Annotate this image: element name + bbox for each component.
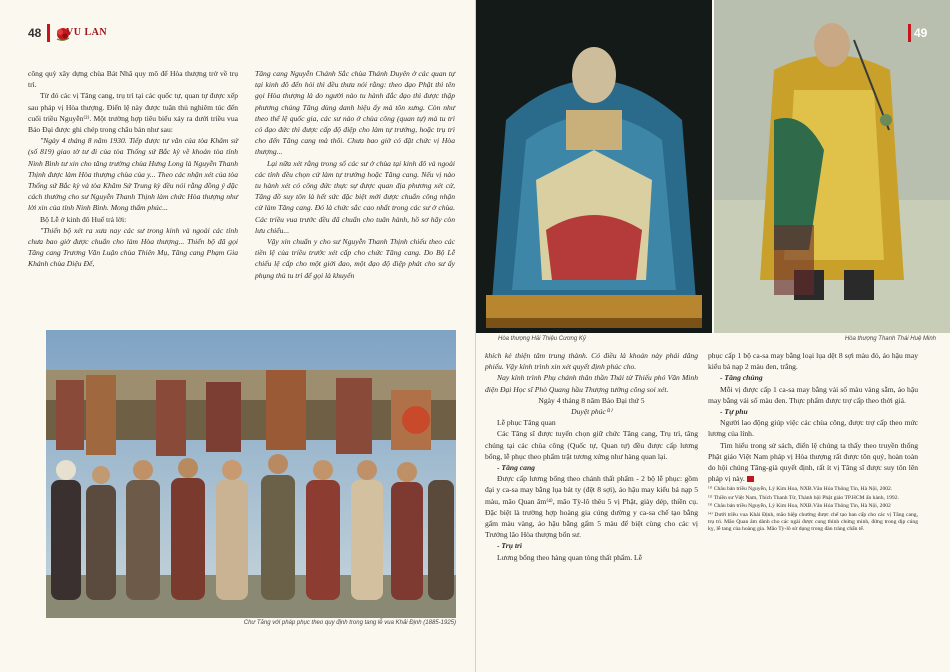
- paragraph: Người lao động giúp việc các chùa công, được trợ cấp theo mức lương của lính.: [708, 418, 918, 439]
- magazine-logo-text: VU LAN: [66, 27, 108, 38]
- portrait-1-image: [476, 0, 712, 333]
- subheading-tru-tri: - Trụ trì: [497, 541, 523, 551]
- subheading-tang-chung: - Tăng chúng: [720, 373, 763, 383]
- right-page: [475, 0, 950, 672]
- final-paragraph-text: Tìm hiểu trong sử sách, điển lệ chúng ta thấy theo truyền thống Phật giáo Việt Nam pháp vị Hòa thượng rất được tôn quý, hoàn toàn do hội chúng Tăng-già quyết định, rất ít vị Tăng sĩ được suy tôn lên pháp vị này.: [708, 440, 918, 484]
- footnote: ⁽²⁾ Thiền sư Việt Nam, Thích Thanh Từ, Thành hội Phật giáo TP.HCM ấn hành, 1992.: [708, 494, 899, 501]
- paragraph: Được cấp lương bổng theo chánh thất phẩm - 2 bộ lễ phục: gồm đại y ca-sa may bằng lụa bát ty (đệt 8 sợi), áo hậu may kiểu bá nạp 5 màu, mão Quan âm⁽⁴⁾, mão Tỳ-lô thêu 5 vị Phật, giày dép, thiền cụ. Đặc biệt là trường hợp hoàng gia cúng dường y ca-sa chế tạo bằng gấm màu vàng, áo hậu bằng gấm 5 màu để biệt cùng cho các vị Trưởng lão Hòa thượng bổn sư.: [485, 474, 698, 540]
- decree-date: Ngày 4 tháng 8 năm Bảo Đại thứ 5: [538, 395, 645, 405]
- paragraph: Từ đó các vị Tăng cang, trụ trì tại các quốc tự, quan tự được xếp sau pháp vị Hòa thượng. Điển lệ này được tuân thủ nghiêm túc đến cuối triều Nguyễn⁽²⁾. Một trường hợp tiêu biểu xảy ra dưới triều vua Bảo Đại được ghi chép trong châu bản như sau:: [28, 91, 238, 135]
- footnote: ⁽³⁾ Châu bản triều Nguyễn, Lý Kim Hoa, NXB.Văn Hóa Thông Tin, Hà Nội, 2002: [708, 503, 891, 510]
- group-photo-caption: Chư Tăng với pháp phục theo quy định trong tang lễ vua Khải Định (1885-1925): [243, 620, 456, 626]
- quote-paragraph: Vậy xin chuẩn y cho sư Nguyễn Thanh Thịnh chiếu theo các tiền lệ của triều trước xét cấp cho chức Tăng cang. Do Bộ Lễ chiếu lệ cấp cho một giới đao, một đạo độ điệp phát cho sư ấy phụng thủ tu trì để gọi là khuyến: [255, 237, 455, 280]
- text-column-1: [28, 68, 238, 270]
- page-accent-bar: [47, 24, 50, 42]
- portrait-2-caption: Hòa thượng Thanh Thái Huệ Minh: [844, 336, 936, 342]
- decree-approval: Duyệt phúc⁽³⁾: [571, 407, 612, 417]
- quote-paragraph: khích kẻ thiện tâm trung thành. Có điều là khoản này phải dâng phiếu. Vậy kính trình xin xét quyết định phúc cho.: [485, 351, 698, 372]
- monks-group-photo: [46, 330, 456, 618]
- quote-paragraph: Lại nữa xét rằng trong số các sư ở chùa tại kinh đô và ngoài các tỉnh đều chọn cử làm tự trưởng hoặc Tăng cang. Nếu vị nào tu hành xét có công đức thực sự được quan địa phương xét cử, Tăng đồ suy tôn là hết sức đặc biệt mới được chuẩn công nhận cử làm Tăng cang. Đó là chức sắc cao nhất trong các sư ở chùa. Các triều vua trước đều đã chuẩn cho tuân hành, hồ sơ hãy còn lưu chiểu...: [255, 158, 455, 235]
- portrait-2-image: [714, 0, 950, 333]
- paragraph: Các Tăng sĩ được tuyển chọn giữ chức Tăng cang, Trụ trì, tăng chúng tại các chùa công (Quốc tự, Quan tự) đều được cấp lương bổng, lễ phục theo phẩm trật tương xứng như hàng quan lại.: [485, 429, 698, 461]
- section-title: Lễ phục Tăng quan: [497, 418, 556, 428]
- end-mark-icon: [747, 476, 754, 482]
- paragraph: công quỳ xây dựng chùa Bát Nhã quy mô để Hòa thượng trở về trụ trì.: [28, 69, 238, 90]
- footnotes: [708, 486, 918, 533]
- subheading-tu-phu: - Tự phu: [720, 407, 748, 417]
- quote-paragraph: Nay kính trình Phụ chánh thân thần Thái tử Thiếu phó Văn Minh điện Đại Học sĩ Phò Quang hầu Thượng tường công soi xét.: [485, 373, 698, 394]
- paragraph: Mỗi vị được cấp 1 ca-sa may bằng vải số màu vàng sẫm, áo hậu may bằng vải số màu đen. Thực phẩm được trợ cấp theo thời giá.: [708, 384, 918, 405]
- quote-paragraph: "Thiển bộ xét ra xưa nay các sư trong kinh và ngoài các tỉnh chưa bao giờ được chuẩn cho làm Hòa thượng... Thiển bộ đã gọi Tăng cang Trương Văn Luận chùa Thiên Mụ, Tăng cang Phạm Gia Khánh chùa Diệu Đế,: [28, 225, 238, 269]
- text-column-3: [485, 350, 698, 563]
- text-column-2: [255, 68, 455, 281]
- portrait-photo-1: [476, 0, 712, 333]
- paragraph: Bộ Lễ ở kinh đô Huế trả lời:: [40, 214, 127, 224]
- footnote: ⁽¹⁾ Châu bản triều Nguyễn, Lý Kim Hoa, NXB.Văn Hóa Thông Tin, Hà Nội, 2002.: [708, 486, 893, 493]
- page-accent-bar-right: [908, 24, 911, 42]
- text-column-4: [708, 350, 918, 535]
- subheading-tang-cang: - Tăng cang: [497, 463, 535, 473]
- quote-paragraph: Tăng cang Nguyễn Chánh Sắc chùa Thánh Duyên ở các quan tự tại kinh đô đến hỏi thì đều thưa nói rằng: theo đạo Phật thì tên gọi Hòa thượng là do người nào tu hành đắc đạo thì được thập phương chúng Tăng dùng danh hiệu ấy mà tôn xưng. Còn như theo thể lệ quốc gia, các sư nào ở chùa công (quan tự) mà tu trì có đạo đức thì được cấp độ điệp cho làm tự trưởng, hoặc trụ trì cho đến Tăng cang mà thôi. Chưa bao giờ có đặt chức vị Hòa thượng...: [255, 69, 455, 157]
- paragraph: phục cấp 1 bộ ca-sa may bằng loại lụa dệt 8 sợi màu đỏ, áo hậu may kiểu bá nạp 2 màu đen, trắng.: [708, 351, 918, 372]
- footnote: ⁽⁴⁾ Dưới triều vua Khải Định, mão hiệp chưởng được chế tạo ban cấp cho các vị Tăng cang, trụ trì. Mão Quan âm dành cho các ngài được cung thỉnh chứng minh, đứng trong dịp cúng kỵ, lễ tang của hoàng gia. Mão Tỳ-lô sử dụng trong đàn tràng chẩn tế.: [708, 511, 918, 533]
- portrait-photo-2: [714, 0, 950, 333]
- paragraph-final: [708, 440, 918, 485]
- monks-group-image: [46, 330, 456, 618]
- page-number-right: 49: [914, 26, 928, 40]
- page-number-left: 48: [28, 26, 42, 40]
- paragraph: Lương bổng theo hàng quan tòng thất phẩm. Lễ: [497, 552, 643, 562]
- portrait-1-caption: Hòa thượng Hải Thiệu Cương Kỷ: [498, 336, 586, 342]
- quote-paragraph: "Ngày 4 tháng 8 năm 1930. Tiếp được tư văn của tòa Khâm sứ (số 819) giao tờ tư đi của tòa Thống sứ Bắc kỳ về khoản tòa tỉnh Ninh Bình tư xin cho tăng trưởng chùa Hưng Long là Nguyễn Thanh Thịnh được làm Hòa thượng chùa của y... Theo các nhận xét của tòa Thống sứ Bắc kỳ và tòa Khâm Sứ Trung kỳ đều nói rằng đồng ý đặc cách thưởng cho sư Nguyễn Thanh Thịnh làm chức Hòa thượng như lời xin của tỉnh Ninh Bình. Mong thẩm phúc...: [28, 136, 238, 213]
